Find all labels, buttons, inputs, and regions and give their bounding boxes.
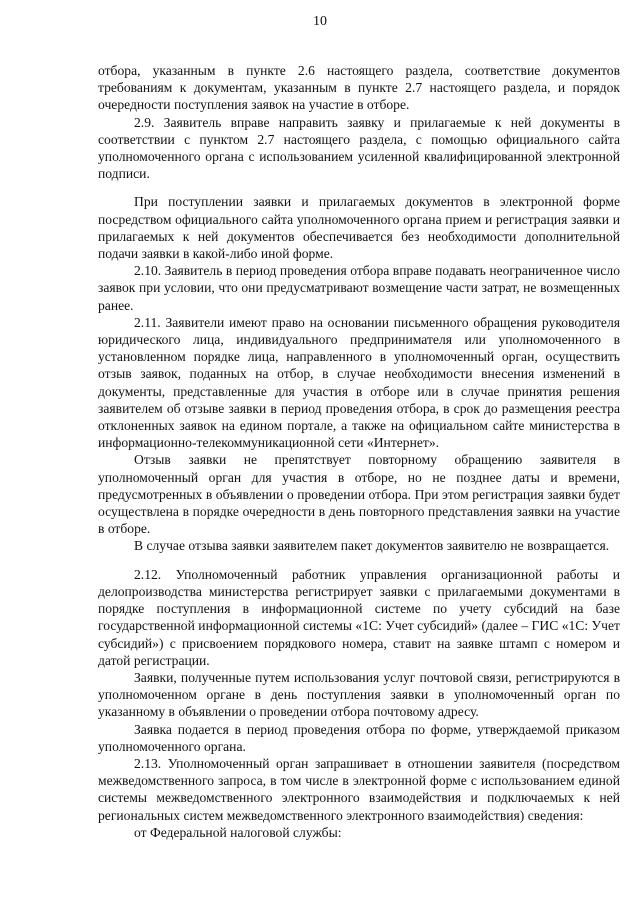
paragraph-2-12: 2.12. Уполномоченный работник управления организационной работы и делопроизводства министерства регистрирует заявки с прилагаемыми документами в порядке поступления в информационной системе по учету субсидий на базе государственной информационной системы «1С: Учет субсидий» (далее – ГИС «1С: Учет субсидий») с присвоением порядкового номера, ставит на заявке штамп с номером и датой регистрации. bbox=[98, 566, 620, 668]
paragraph-electronic-submission: При поступлении заявки и прилагаемых документов в электронной форме посредством официального сайта уполномоченного органа прием и регистрация заявки и прилагаемых к ней документов обеспечивается без необходимости дополнительной подачи заявки в какой-либо иной форме. bbox=[98, 194, 620, 262]
paragraph-postal: Заявки, полученные путем использования услуг почтовой связи, регистрируются в уполномоченном органе в день поступления заявки в уполномоченный орган по указанному в объявлении о проведении отбора почтовому адресу. bbox=[98, 669, 620, 720]
paragraph-2-10: 2.10. Заявитель в период проведения отбора вправе подавать неограниченное число заявок при условии, что они предусматривают возмещение части затрат, не возмещенных ранее. bbox=[98, 263, 620, 313]
paragraph-withdrawal: Отзыв заявки не препятствует повторному обращению заявителя в уполномоченный орган для участия в отборе, но не позднее даты и времени, предусмотренных в объявлении о проведении отбора. При этом регистрация заявки будет осуществлена в порядке очередности в день повторного представления заявки на участие в отборе. bbox=[98, 452, 620, 537]
paragraph-2-9: 2.9. Заявитель вправе направить заявку и прилагаемые к ней документы в соответствии с пунктом 2.7 настоящего раздела, с помощью официального сайта уполномоченного органа с использованием усиленной квалифицированной электронной подписи. bbox=[98, 114, 620, 182]
page-number: 10 bbox=[313, 14, 327, 29]
paragraph-no-return: В случае отзыва заявки заявителем пакет документов заявителю не возвращается. bbox=[134, 538, 610, 554]
paragraph-2-13: 2.13. Уполномоченный орган запрашивает в отношении заявителя (посредством межведомственного запроса, в том числе в электронной форме с использованием единой системы межведомственного электронного взаимодействия и подключаемых к ней региональных систем межведомственного электронного взаимодействия) сведения: bbox=[98, 755, 620, 823]
paragraph-2-11: 2.11. Заявители имеют право на основании письменного обращения руководителя юридического лица, индивидуального предпринимателя или уполномоченного в установленном порядке лица, направленного в уполномоченный орган, осуществить отзыв заявок, поданных на отбор, в случае необходимости внесения изменений в документы, представленные для участия в отборе или в случае принятия решения заявителем об отзыве заявки в период проведения отбора, в срок до размещения реестра отклоненных заявок на едином портале, а также на официальном сайте министерства в информационно-телекоммуникационной сети «Интернет». bbox=[98, 314, 620, 451]
paragraph-continuation: отбора, указанным в пункте 2.6 настоящего раздела, соответствие документов требованиям к документам, указанным в пункте 2.7 настоящего раздела, и порядок очередности поступления заявок на участие в отборе. bbox=[98, 63, 620, 113]
document-body bbox=[98, 62, 620, 841]
paragraph-form: Заявка подается в период проведения отбора по форме, утверждаемой приказом уполномоченного органа. bbox=[98, 721, 620, 754]
paragraph-fns: от Федеральной налоговой службы: bbox=[134, 824, 342, 840]
